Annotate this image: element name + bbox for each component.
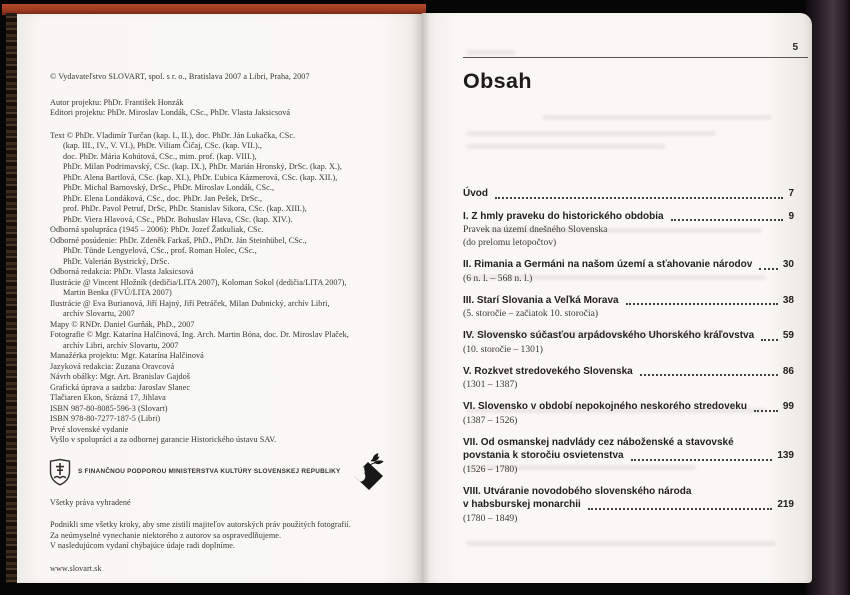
toc-entry-page: 30 [782, 259, 794, 270]
imprint-line: PhDr. Alena Bartlová, CSc. (kap. XI.), PhDr. Ľubica Kázmerová, CSc. (kap. XII.), [63, 172, 338, 182]
publisher-website: www.slovart.sk [50, 563, 102, 573]
left-page [17, 14, 422, 583]
imprint-line: Manažérka projektu: Mgr. Katarína Halčinová [50, 351, 204, 360]
imprint-line: Za neúmyselné vynechanie niektorého z autorov sa ospravedlňujeme. [50, 530, 282, 540]
toc-entry [463, 485, 794, 525]
toc-entry [463, 187, 794, 201]
toc-entry-line [463, 294, 794, 308]
toc-entry-title: V. Rozkvet stredovekého Slovenska [463, 365, 633, 377]
dot-leader [761, 339, 778, 341]
toc-entry [463, 294, 794, 321]
toc-entry-line [463, 210, 794, 224]
imprint-line: Odborná spolupráca (1945 – 2006): PhDr. Jozef Žatkuliak, CSc. [50, 225, 264, 234]
imprint-line: V nasledujúcom vydaní chýbajúce údaje radi doplníme. [50, 541, 236, 550]
imprint-line: PhDr. Viera Hlavová, CSc., PhDr. Bohuslav Hlava, CSc. (kap. XIV.). [63, 214, 293, 224]
toc-entry-line [463, 187, 794, 201]
dot-leader [631, 459, 773, 461]
toc-entry [463, 400, 794, 427]
toc-entry-title: v habsburskej monarchii [463, 499, 581, 510]
toc-entry-subtitle: (5. storočie – začiatok 10. storočia) [463, 308, 599, 319]
dot-leader [640, 374, 778, 376]
toc-entry-page: 59 [782, 330, 794, 341]
imprint-line: ISBN 978-80-7277-187-5 (Libri) [50, 414, 161, 423]
toc-entry-title: VI. Slovensko v období nepokojného neskorého stredoveku [463, 401, 747, 412]
imprint-line: Podnikli sme všetky kroky, aby sme zistili majiteľov autorských práv použitých fotografií. [50, 520, 351, 529]
imprint-line: Martin Benka (FVÚ/LITA 2007) [63, 288, 172, 297]
imprint-line: Editori projektu: PhDr. Miroslav Londák, CSc., PhDr. Vlasta Jaksicsová [50, 108, 291, 117]
toc-title: Obsah [463, 69, 532, 93]
toc-entry-page: 7 [788, 188, 794, 199]
funding-label: S FINANČNOU PODPOROU MINISTERSTVA KULTÚRY SLOVENSKEJ REPUBLIKY [78, 468, 341, 475]
toc-entry-title: III. Starí Slovania a Veľká Morava [463, 294, 619, 306]
imprint-line: Grafická úprava a sadzba: Jaroslav Slanec [50, 382, 191, 392]
imprint-line: Odborné posúdenie: PhDr. Zdeněk Farkaš, PhD., PhDr. Ján Steinhübel, CSc., [50, 235, 307, 245]
folio-number [463, 42, 798, 53]
toc-entry-page: 139 [777, 450, 794, 461]
showthrough-mark [542, 115, 772, 120]
imprint-line: Návrh obálky: Mgr. Art. Branislav Gajdoš [50, 372, 191, 381]
showthrough-mark [466, 131, 716, 136]
showthrough-mark [466, 144, 666, 149]
imprint-line: PhDr. Milan Podrimavský, CSc. (kap. IX.), PhDr. Marián Hronský, DrSc. (kap. X.), [63, 162, 342, 171]
toc-entry [463, 258, 794, 285]
toc-entry-title: povstania k storočiu osvietenstva [463, 450, 624, 461]
toc-entry [463, 365, 794, 392]
dot-leader [759, 268, 778, 270]
toc-list [463, 187, 802, 525]
imprint-line: Fotografie © Mgr. Katarína Halčinová, Ing. Arch. Martin Bóna, doc. Dr. Miroslav Plaček, [50, 330, 349, 339]
page-number: 5 [792, 42, 798, 53]
toc-entry-line [463, 365, 794, 379]
imprint-line: Mapy © RNDr. Daniel Gurňák, PhD., 2007 [50, 319, 195, 329]
imprint-line: Jazyková redakcia: Zuzana Oravcová [50, 361, 175, 371]
showthrough-mark [482, 228, 762, 233]
imprint-line: (kap. III., IV., V. VI.), PhDr. Viliam Čičaj, CSc. (kap. VII.)., [63, 141, 262, 150]
toc-entry-subtitle: (10. storočie – 1301) [463, 343, 543, 355]
imprint-line: Všetky práva vyhradené [50, 497, 131, 507]
imprint-line: archív Libri, archív Slovartu, 2007 [63, 340, 179, 350]
dot-leader [626, 303, 778, 305]
page-fore-edge [6, 13, 17, 583]
slovak-coat-of-arms-icon [48, 458, 72, 486]
toc-entry-title: VIII. Utváranie novodobého slovenského národa [463, 485, 692, 497]
funding-row [48, 453, 404, 491]
toc-entry-line [463, 258, 794, 272]
rights-block [50, 498, 404, 552]
toc-entry-line [463, 436, 794, 450]
imprint-line: prof. PhDr. Pavol Petruf, DrSc, PhDr. Stanislav Sikora, CSc. (kap. XIII.), [63, 204, 307, 213]
toc-entry-line [463, 498, 794, 512]
imprint-line: doc. PhDr. Mária Kohútová, CSc., mim. prof. (kap. VIII.), [63, 151, 257, 161]
imprint-line: Vyšlo v spolupráci a za odbornej garancie Historického ústavu SAV. [50, 435, 277, 444]
right-page [422, 13, 812, 583]
imprint-line: archív Slovartu, 2007 [63, 309, 135, 318]
toc-entry-subtitle: (6 n. l. – 568 n. l.) [463, 272, 533, 284]
imprint-line: PhDr. Tünde Lengyelová, CSc., prof. Roman Holec, CSc., [63, 246, 257, 255]
toc-entry-subtitle: Pravek na území dnešného Slovenska [463, 224, 608, 235]
toc-entry-title: Úvod [463, 188, 488, 199]
libri-publisher-logo-icon [350, 453, 386, 491]
imprint-block [50, 72, 404, 446]
imprint-line: ISBN 987-80-8085-596-3 (Slovart) [50, 403, 168, 413]
showthrough-mark [466, 331, 726, 336]
imprint-line: © Vydavateľstvo SLOVART, spol. s r. o., Bratislava 2007 a Libri, Praha, 2007 [50, 72, 310, 81]
imprint-line: Ilustrácie @ Eva Burianová, Jiří Hajný, Jiří Petráček, Milan Dubnický, archív Libri, [50, 298, 330, 308]
toc-entry-title: IV. Slovensko súčasťou arpádovského Uhorského kráľovstva [463, 330, 755, 341]
toc-entry-line [463, 449, 794, 463]
showthrough-mark [466, 275, 766, 280]
imprint-line: Text © PhDr. Vladimír Turčan (kap. I., II.), doc. PhDr. Ján Lukačka, CSc. [50, 130, 296, 140]
toc-entry-page: 86 [782, 365, 794, 377]
dot-leader [588, 508, 772, 510]
toc-entry-title: VII. Od osmanskej nadvlády cez náboženské a stavovské [463, 436, 734, 448]
dot-leader [495, 197, 783, 199]
imprint-line: Odborná redakcia: PhDr. Vlasta Jaksicsová [50, 267, 194, 276]
toc-entry-page: 99 [782, 401, 794, 412]
toc-entry-page: 219 [777, 499, 794, 510]
toc-entry-subtitle: (1387 – 1526) [463, 414, 518, 426]
dot-leader [671, 219, 784, 221]
imprint-line: PhDr. Elena Londáková, CSc., doc. PhDr. Jan Pešek, DrSc., [63, 193, 263, 203]
showthrough-mark [466, 541, 776, 546]
toc-entry-page: 9 [788, 210, 794, 222]
imprint-line: Autor projektu: PhDr. František Honzák [50, 97, 184, 107]
toc-entry-title: II. Rimania a Germáni na našom území a sťahovanie národov [463, 259, 753, 270]
imprint-line: Tlačiaren Ekon, Srázná 17, Jihlava [50, 393, 166, 402]
showthrough-mark [466, 408, 766, 413]
imprint-line: Ilustrácie @ Vincent Hložník (dedičia/LITA 2007), Koloman Sokol (dedičia/LITA 2007), [50, 277, 347, 287]
imprint-line: Prvé slovenské vydanie [50, 424, 129, 434]
toc-entry-subtitle: (1526 – 1780) [463, 463, 518, 475]
imprint-line: PhDr. Valerián Bystrický, DrSc. [63, 256, 170, 266]
toc-entry-subtitle: (do prelomu letopočtov) [463, 237, 557, 248]
showthrough-mark [466, 465, 696, 470]
toc-entry-page: 38 [782, 294, 794, 306]
header-rule [463, 57, 808, 58]
toc-entry-subtitle: (1301 – 1387) [463, 379, 518, 390]
imprint-line: PhDr. Michal Barnovský, DrSc., PhDr. Miroslav Londák, CSc., [63, 183, 275, 192]
toc-entry-title: I. Z hmly praveku do historického obdobia [463, 210, 664, 222]
toc-entry-subtitle: (1780 – 1849) [463, 512, 518, 524]
toc-entry-line [463, 485, 794, 499]
